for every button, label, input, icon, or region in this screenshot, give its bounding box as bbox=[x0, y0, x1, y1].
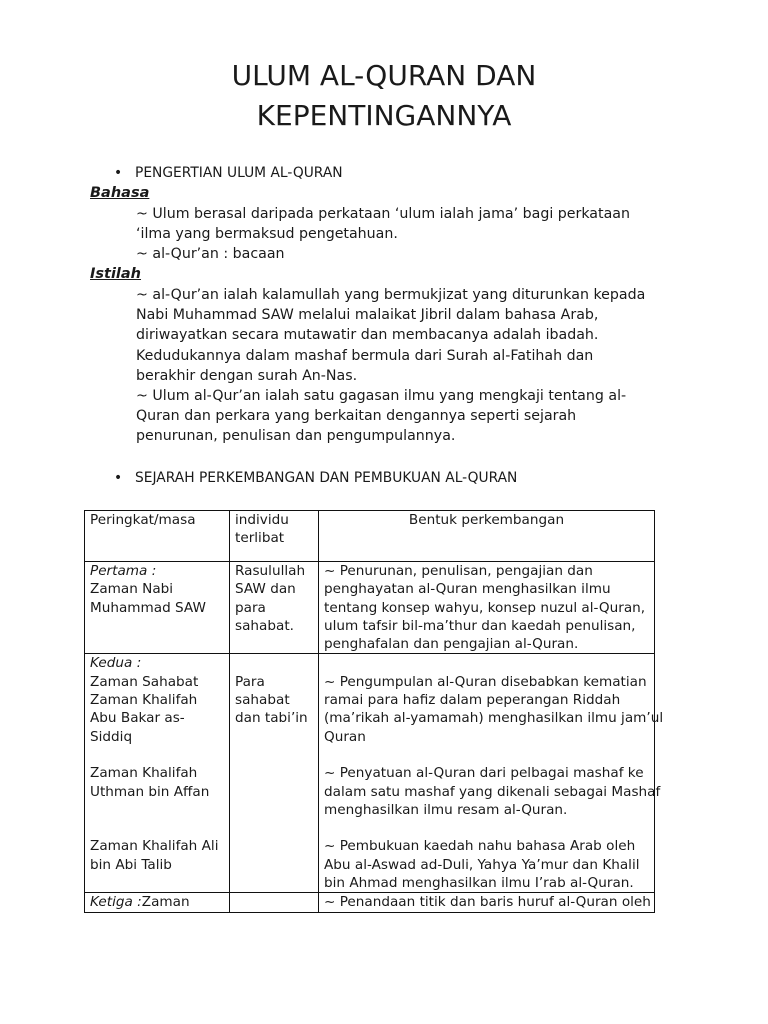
paragraph-line: berakhir dengan surah An-Nas. bbox=[136, 367, 358, 384]
cell-bentuk bbox=[319, 654, 664, 893]
spacer bbox=[90, 801, 224, 819]
cell-line: Abu Bakar as- bbox=[90, 710, 185, 727]
table-row bbox=[85, 562, 655, 654]
bullet-dot-icon: • bbox=[114, 470, 123, 486]
cell-bentuk bbox=[319, 893, 655, 912]
cell-line: SAW dan bbox=[235, 581, 296, 598]
paragraph-line: ~ Ulum al-Qur’an ialah satu gagasan ilmu yang mengkaji tentang al- bbox=[136, 388, 627, 405]
table-header-row bbox=[85, 511, 655, 562]
header-text: Peringkat/masa bbox=[90, 512, 196, 528]
cell-line: ulum tafsir bil-ma’thur dan kaedah penulisan, bbox=[324, 617, 636, 634]
title-line-2: KEPENTINGANNYA bbox=[256, 99, 512, 132]
row-label: Ketiga : bbox=[90, 894, 142, 911]
paragraph-istilah bbox=[136, 285, 696, 447]
cell-line: Para bbox=[235, 673, 265, 690]
paragraph-line: penurunan, penulisan dan pengumpulannya. bbox=[136, 428, 456, 445]
spacer bbox=[235, 654, 313, 672]
header-text: terlibat bbox=[235, 530, 285, 547]
cell-line: (ma’rikah al-yamamah) menghasilkan ilmu jam’ul bbox=[324, 710, 664, 727]
cell-bentuk bbox=[319, 562, 655, 654]
bullet-dot-icon: • bbox=[114, 165, 123, 181]
header-cell-peringkat bbox=[85, 511, 230, 562]
cell-line: Uthman bin Affan bbox=[90, 783, 210, 800]
cell-line: Zaman Khalifah Ali bbox=[90, 838, 219, 855]
cell-line: sahabat bbox=[235, 692, 290, 709]
cell-line bbox=[90, 893, 224, 911]
table-row bbox=[85, 654, 655, 893]
heading-istilah: Istilah bbox=[90, 266, 142, 282]
paragraph-line: diriwayatkan secara mutawatir dan membacanya adalah ibadah. bbox=[136, 327, 599, 344]
cell-line: ~ Penurunan, penulisan, pengajian dan bbox=[324, 563, 593, 579]
cell-line: Siddiq bbox=[90, 728, 133, 745]
title-line-1: ULUM AL-QURAN DAN bbox=[231, 59, 537, 92]
cell-line: bin Ahmad menghasilkan ilmu I’rab al-Quran. bbox=[324, 875, 634, 892]
cell-line: tentang konsep wahyu, konsep nuzul al-Quran, bbox=[324, 599, 646, 616]
table-row bbox=[85, 893, 655, 912]
spacer bbox=[324, 654, 649, 672]
cell-peringkat bbox=[85, 893, 230, 912]
spacer bbox=[324, 819, 649, 837]
cell-line: penghayatan al-Quran menghasilkan ilmu bbox=[324, 581, 611, 598]
cell-line: Zaman Khalifah bbox=[90, 765, 198, 782]
cell-line: Abu al-Aswad ad-Duli, Yahya Ya’mur dan Khalil bbox=[324, 856, 640, 873]
cell-text: Zaman bbox=[141, 894, 190, 911]
header-cell-individu bbox=[230, 511, 319, 562]
cell-line: ~ Penandaan titik dan baris huruf al-Quran oleh bbox=[324, 894, 651, 911]
cell-individu bbox=[230, 893, 319, 912]
spacer bbox=[90, 819, 224, 837]
cell-line: Zaman Khalifah bbox=[90, 692, 198, 709]
paragraph-line: Kedudukannya dalam mashaf bermula dari Surah al-Fatihah dan bbox=[136, 347, 594, 364]
cell-line: bin Abi Talib bbox=[90, 856, 172, 873]
paragraph-line: Nabi Muhammad SAW melalui malaikat Jibril dalam bahasa Arab, bbox=[136, 307, 599, 324]
cell-line: ~ Penyatuan al-Quran dari pelbagai mashaf ke bbox=[324, 765, 644, 782]
cell-line: para bbox=[235, 599, 266, 616]
cell-line: ~ Pengumpulan al-Quran disebabkan kematian bbox=[324, 673, 647, 690]
cell-peringkat bbox=[85, 654, 230, 893]
cell-individu bbox=[230, 562, 319, 654]
paragraph-line: ~ al-Qur’an ialah kalamullah yang bermukjizat yang diturunkan kepada bbox=[136, 287, 646, 303]
paragraph-line: ‘ilma yang bermaksud pengetahuan. bbox=[136, 226, 398, 243]
header-text: individu bbox=[235, 512, 289, 528]
cell-line: Rasulullah bbox=[235, 563, 306, 579]
bullet-pengertian-text: PENGERTIAN ULUM AL-QURAN bbox=[135, 165, 343, 181]
cell-line: ramai para hafiz dalam peperangan Riddah bbox=[324, 692, 621, 709]
cell-line: Quran bbox=[324, 728, 366, 745]
paragraph-line: ~ al-Qur’an : bacaan bbox=[136, 246, 285, 263]
spacer bbox=[324, 746, 649, 764]
row-label: Pertama : bbox=[90, 563, 157, 579]
cell-line: dan tabi’in bbox=[235, 710, 308, 727]
cell-line: menghasilkan ilmu resam al-Quran. bbox=[324, 801, 568, 818]
cell-line: Zaman Nabi bbox=[90, 581, 174, 598]
cell-line: Muhammad SAW bbox=[90, 599, 206, 616]
paragraph-bahasa bbox=[136, 204, 696, 265]
cell-line: Zaman Sahabat bbox=[90, 673, 199, 690]
paragraph-line: ~ Ulum berasal daripada perkataan ‘ulum ialah jama’ bagi perkataan bbox=[136, 206, 630, 222]
cell-line: sahabat. bbox=[235, 617, 294, 634]
heading-bahasa: Bahasa bbox=[90, 185, 150, 201]
row-label: Kedua : bbox=[90, 655, 142, 672]
cell-peringkat bbox=[85, 562, 230, 654]
header-text: Bentuk perkembangan bbox=[408, 512, 565, 528]
document-title bbox=[0, 56, 768, 136]
cell-line: penghafalan dan pengajian al-Quran. bbox=[324, 636, 579, 653]
spacer bbox=[90, 746, 224, 764]
cell-line: ~ Pembukuan kaedah nahu bahasa Arab oleh bbox=[324, 838, 636, 855]
header-cell-bentuk bbox=[319, 511, 655, 562]
bullet-sejarah-text: SEJARAH PERKEMBANGAN DAN PEMBUKUAN AL-QURAN bbox=[135, 470, 518, 486]
cell-individu bbox=[230, 654, 319, 893]
cell-line: dalam satu mashaf yang dikenali sebagai Mashaf bbox=[324, 783, 661, 800]
paragraph-line: Quran dan perkara yang berkaitan dengannya seperti sejarah bbox=[136, 408, 577, 425]
history-table bbox=[84, 510, 664, 913]
